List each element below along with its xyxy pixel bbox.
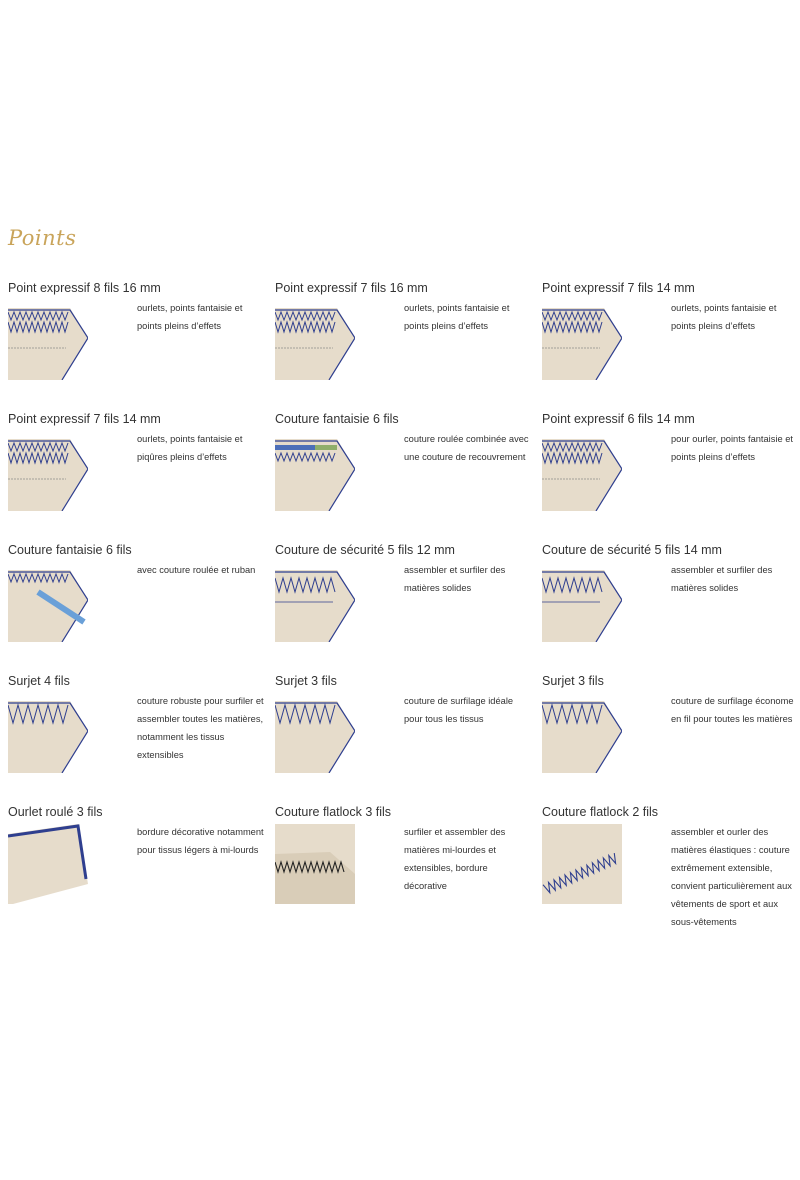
stitch-description: couture de surfilage idéale pour tous les tissus: [404, 696, 514, 724]
stitch-description: couture de surfilage économe en fil pour toutes les matières: [671, 696, 794, 724]
stitch-swatch-icon: [275, 562, 355, 642]
stitch-card: [275, 411, 542, 539]
stitch-description: avec couture roulée et ruban: [137, 565, 256, 575]
stitch-swatch-icon: [542, 431, 622, 511]
stitch-title: Couture flatlock 2 fils: [542, 805, 659, 819]
stitch-card: [8, 804, 275, 932]
stitch-card: [275, 673, 542, 801]
stitch-swatch-icon: [8, 562, 88, 642]
stitch-card: [542, 280, 800, 408]
stitch-title: Couture fantaisie 6 fils: [275, 412, 399, 426]
stitch-title: Surjet 4 fils: [8, 674, 70, 688]
stitch-description: pour ourler, points fantaisie et points pleins d’effets: [671, 434, 793, 462]
stitch-card: [275, 542, 542, 670]
stitch-card: [542, 411, 800, 539]
stitch-title: Surjet 3 fils: [542, 674, 604, 688]
stitch-title: Point expressif 7 fils 14 mm: [8, 412, 161, 426]
stitch-swatch-icon: [8, 693, 88, 773]
stitch-swatch-icon: [542, 693, 622, 773]
stitch-card: [8, 542, 275, 670]
stitch-description: surfiler et assembler des matières mi-lourdes et extensibles, bordure décorative: [404, 827, 506, 891]
stitch-title: Point expressif 6 fils 14 mm: [542, 412, 695, 426]
stitch-swatch-icon: [275, 431, 355, 511]
stitch-description: ourlets, points fantaisie et points pleins d’effets: [671, 303, 777, 331]
stitch-description: assembler et surfiler des matières solides: [404, 565, 506, 593]
stitch-description: ourlets, points fantaisie et points pleins d’effets: [137, 303, 243, 331]
stitch-title: Point expressif 7 fils 14 mm: [542, 281, 695, 295]
stitch-card: [8, 411, 275, 539]
stitch-title: Couture de sécurité 5 fils 12 mm: [275, 543, 455, 557]
stitch-card: [8, 280, 275, 408]
stitch-title: Point expressif 7 fils 16 mm: [275, 281, 428, 295]
stitch-card: [8, 673, 275, 801]
stitch-description: ourlets, points fantaisie et piqûres pleins d’effets: [137, 434, 243, 462]
stitch-title: Couture flatlock 3 fils: [275, 805, 392, 819]
stitch-title: Surjet 3 fils: [275, 674, 337, 688]
stitch-swatch-icon: [8, 431, 88, 511]
stitch-swatch-icon: [275, 693, 355, 773]
stitch-title: Ourlet roulé 3 fils: [8, 805, 103, 819]
stitch-card: [542, 673, 800, 801]
stitch-card: [275, 280, 542, 408]
stitch-title: Point expressif 8 fils 16 mm: [8, 281, 161, 295]
stitch-swatch-icon: [275, 300, 355, 380]
stitch-description: bordure décorative notamment pour tissus légers à mi-lourds: [137, 827, 264, 855]
stitch-description: couture roulée combinée avec une couture de recouvrement: [404, 434, 529, 462]
stitch-title: Couture fantaisie 6 fils: [8, 543, 132, 557]
stitch-swatch-icon: [275, 824, 355, 904]
stitch-card: [542, 542, 800, 670]
section-title: Points: [8, 226, 77, 250]
stitch-description: assembler et ourler des matières élastiques : couture extrêmement extensible, convient particulièrement aux vêtements de sport et aux sous-vêtements: [671, 827, 792, 927]
stitch-description: couture robuste pour surfiler et assembler toutes les matières, notamment les tissus extensibles: [137, 696, 264, 760]
stitch-swatch-icon: [542, 562, 622, 642]
stitch-card: [275, 804, 542, 932]
stitch-swatch-icon: [8, 300, 88, 380]
stitch-description: assembler et surfiler des matières solides: [671, 565, 773, 593]
stitch-description: ourlets, points fantaisie et points pleins d’effets: [404, 303, 510, 331]
stitch-swatch-icon: [542, 300, 622, 380]
stitch-swatch-icon: [8, 824, 88, 904]
stitch-title: Couture de sécurité 5 fils 14 mm: [542, 543, 722, 557]
stitch-card: [542, 804, 800, 932]
stitch-swatch-icon: [542, 824, 622, 904]
